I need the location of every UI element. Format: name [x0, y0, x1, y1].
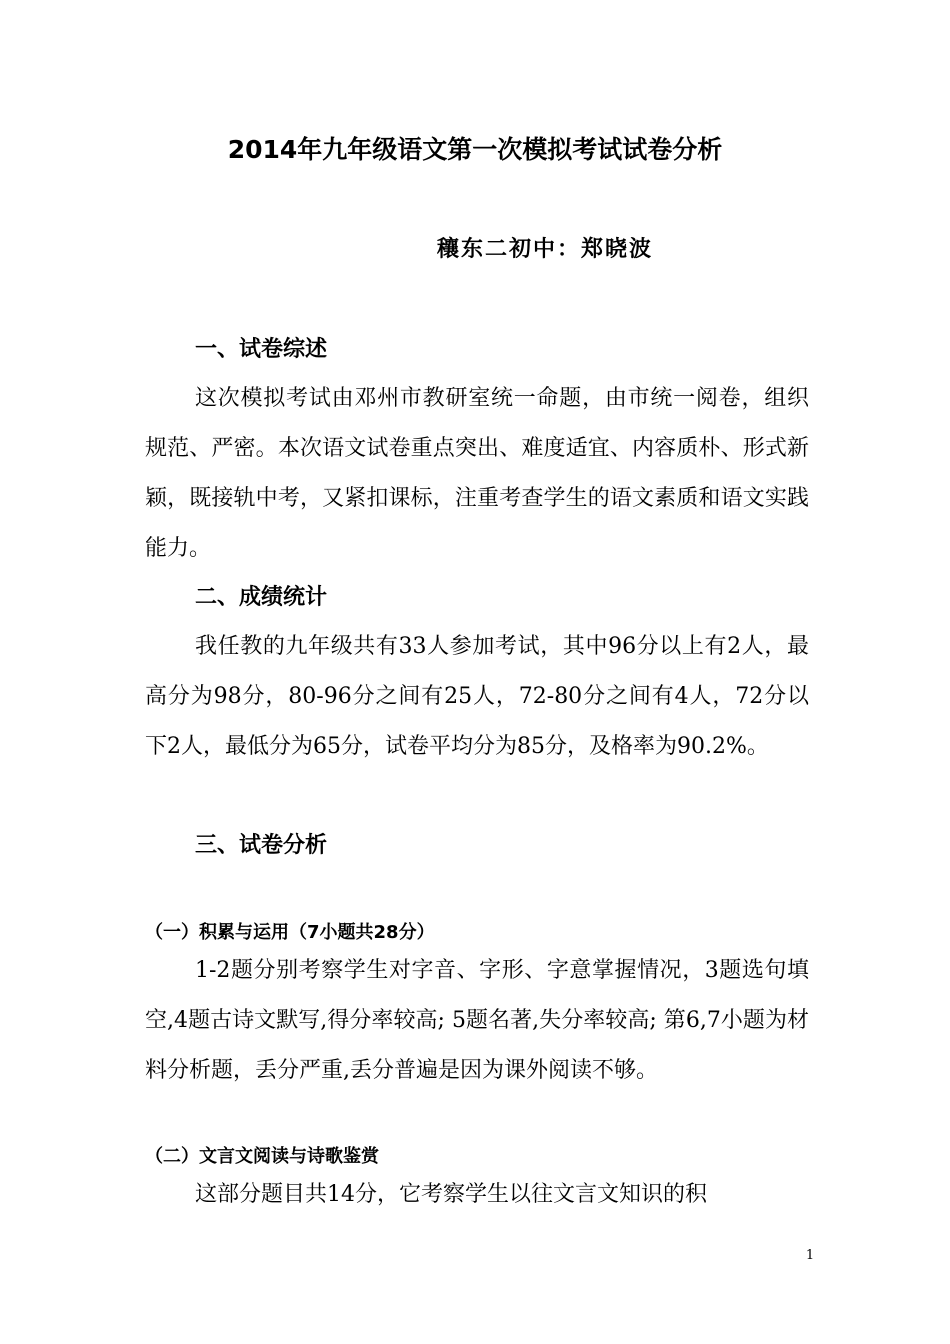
author-line: 穰东二初中：郑晓波 — [437, 237, 654, 262]
subsection-heading-classical-reading: （二）文言文阅读与诗歌鉴赏 — [145, 1146, 379, 1167]
section-heading-statistics: 二、成绩统计 — [195, 585, 328, 610]
section-heading-overview: 一、试卷综述 — [195, 337, 328, 362]
section-heading-analysis: 三、试卷分析 — [195, 833, 328, 858]
subsection-heading-accumulation: （一）积累与运用（7小题共28分） — [145, 922, 435, 943]
page-number: 1 — [805, 1248, 815, 1263]
section-paragraph-statistics: 我任教的九年级共有33人参加考试，其中96分以上有2人，最高分为98分，80-96分之间有25人，72-80分之间有4人，72分以下2人，最低分为65分，试卷平均分为85分，及格率为90.2%。 — [145, 634, 809, 759]
subsection-paragraph-classical-reading: 这部分题目共14分，它考察学生以往文言文知识的积 — [195, 1182, 707, 1207]
section-paragraph-overview: 这次模拟考试由邓州市教研室统一命题，由市统一阅卷，组织规范、严密。本次语文试卷重点突出、难度适宜、内容质朴、形式新颖，既接轨中考，又紧扣课标，注重考查学生的语文素质和语文实践能力。 — [145, 386, 809, 561]
subsection-paragraph-accumulation: 1-2题分别考察学生对字音、字形、字意掌握情况，3题选句填空,4题古诗文默写,得分率较高; 5题名著,失分率较高; 第6,7小题为材料分析题，丢分严重,丢分普遍是因为课外阅读不够。 — [145, 958, 809, 1083]
document-title: 2014年九年级语文第一次模拟考试试卷分析 — [227, 135, 723, 164]
